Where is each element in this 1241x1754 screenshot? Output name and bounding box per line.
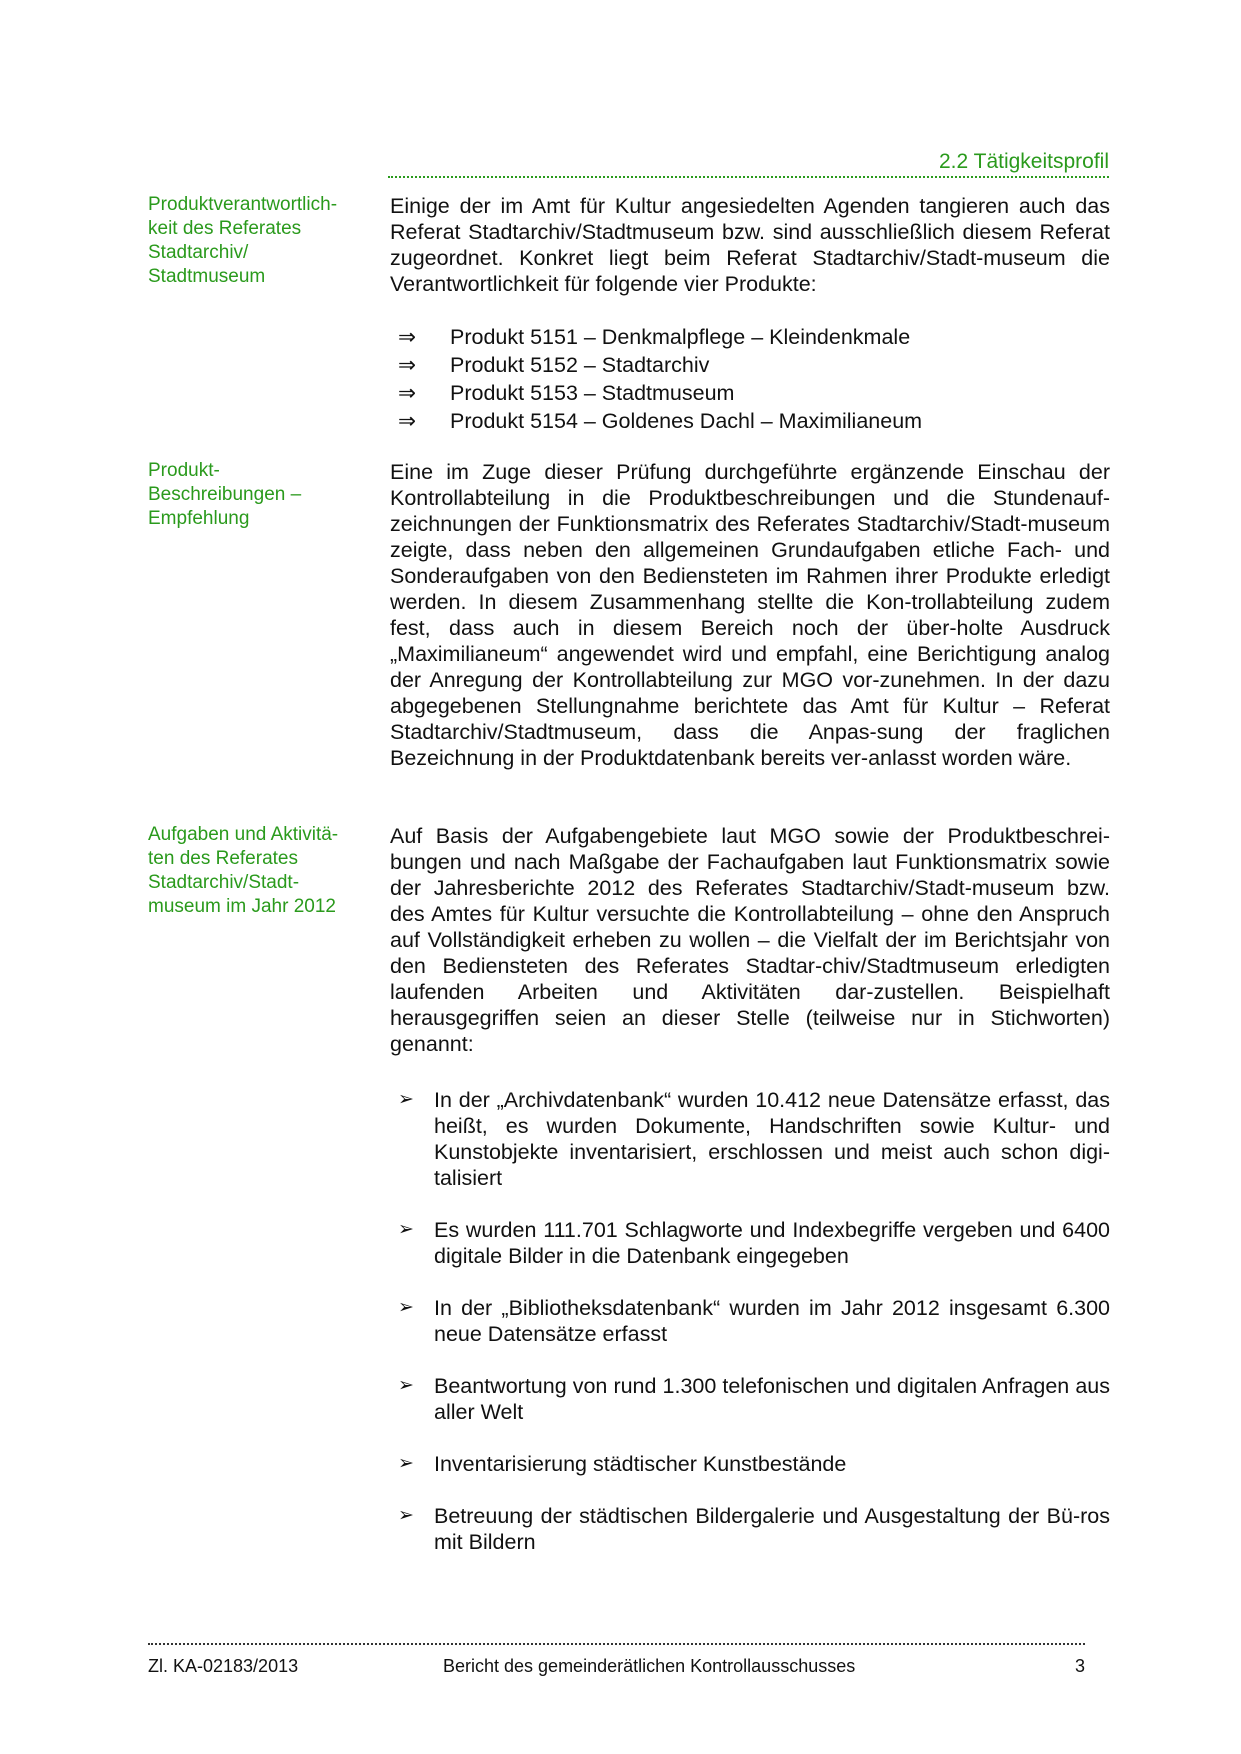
- bullet-arrow-icon: ➢: [398, 1297, 414, 1318]
- arrow-icon: ⇒: [398, 381, 417, 405]
- paragraph-product-descriptions: Eine im Zuge dieser Prüfung durchgeführte ergänzende Einschau der Kontrollabteilung in die Produktbeschreibungen und die Stundenauf-zeichnungen der Funktionsmatrix des Referates Stadtarchiv/Stadt-museum zeigte, dass neben den allgemeinen Grundaufgaben etliche Fach- und Sonderaufgaben von den Bediensteten im Rahmen ihrer Produkte erledigt werden. In diesem Zusammenhang stellte die Kon-trollabteilung zudem fest, dass auch in diesem Bereich noch der über-holte Ausdruck „Maximilianeum“ angewendet wird und empfahl, eine Berichtigung analog der Anregung der Kontrollabteilung zur MGO vor-zunehmen. In der dazu abgegebenen Stellungnahme berichtete das Amt für Kultur – Referat Stadtarchiv/Stadtmuseum, dass die Anpas-sung der fraglichen Bezeichnung in der Produktdatenbank bereits ver-anlasst worden wäre.: [390, 460, 1110, 770]
- page-number: 3: [1074, 1656, 1085, 1676]
- bullet-arrow-icon: ➢: [398, 1219, 414, 1240]
- arrow-icon: ⇒: [398, 325, 417, 349]
- bullet-arrow-icon: ➢: [398, 1375, 414, 1396]
- footer-divider: [148, 1643, 1085, 1645]
- side-heading-product-descriptions: Produkt- Beschreibungen – Empfehlung: [148, 460, 302, 529]
- product-list: [390, 323, 1110, 435]
- list-item: ⇒ Produkt 5153 – Stadtmuseum: [390, 379, 1110, 407]
- list-item: ⇒ Produkt 5151 – Denkmalpflege – Kleindenkmale: [390, 323, 1110, 351]
- footer-report-title: Bericht des gemeinderätlichen Kontrollausschusses: [443, 1656, 856, 1676]
- bullet-arrow-icon: ➢: [398, 1089, 414, 1110]
- list-item: ➢ Betreuung der städtischen Bildergalerie und Ausgestaltung der Bü-ros mit Bildern: [390, 1503, 1110, 1555]
- arrow-icon: ⇒: [398, 409, 417, 433]
- arrow-icon: ⇒: [398, 353, 417, 377]
- header-divider: [388, 176, 1109, 178]
- list-item: ➢ Beantwortung von rund 1.300 telefonischen und digitalen Anfragen aus aller Welt: [390, 1373, 1110, 1425]
- side-heading-tasks-activities: Aufgaben und Aktivitä- ten des Referates Stadtarchiv/Stadt- museum im Jahr 2012: [148, 824, 339, 917]
- list-item: ➢ In der „Bibliotheksdatenbank“ wurden im Jahr 2012 insgesamt 6.300 neue Datensätze erfasst: [390, 1295, 1110, 1347]
- bullet-arrow-icon: ➢: [398, 1505, 414, 1526]
- list-item: ⇒ Produkt 5152 – Stadtarchiv: [390, 351, 1110, 379]
- bullet-arrow-icon: ➢: [398, 1453, 414, 1474]
- list-item: ➢ In der „Archivdatenbank“ wurden 10.412 neue Datensätze erfasst, das heißt, es wurden Dokumente, Handschriften sowie Kultur- und Kunstobjekte inventarisiert, erschlossen und meist auch schon digi-talisiert: [390, 1087, 1110, 1191]
- paragraph-product-responsibility: Einige der im Amt für Kultur angesiedelten Agenden tangieren auch das Referat Stadtarchiv/Stadtmuseum bzw. sind ausschließlich diesem Referat zugeordnet. Konkret liegt beim Referat Stadtarchiv/Stadt-museum die Verantwortlichkeit für folgende vier Produkte:: [390, 194, 1110, 296]
- paragraph-tasks-activities: Auf Basis der Aufgabengebiete laut MGO sowie der Produktbeschrei-bungen und nach Maßgabe der Fachaufgaben laut Funktionsmatrix sowie der Jahresberichte 2012 des Referates Stadtarchiv/Stadt-museum bzw. des Amtes für Kultur versuchte die Kontrollabteilung – ohne den Anspruch auf Vollständigkeit erheben zu wollen – die Vielfalt der im Berichtsjahr von den Bediensteten des Referates Stadtar-chiv/Stadtmuseum erledigten laufenden Arbeiten und Aktivitäten dar-zustellen. Beispielhaft herausgegriffen seien an dieser Stelle (teilweise nur in Stichworten) genannt:: [390, 824, 1110, 1056]
- side-heading-product-responsibility: Produktverantwortlich- keit des Referates Stadtarchiv/ Stadtmuseum: [148, 194, 338, 287]
- section-title: 2.2 Tätigkeitsprofil: [938, 150, 1109, 173]
- activity-list: [390, 1087, 1110, 1581]
- list-item: ➢ Inventarisierung städtischer Kunstbestände: [390, 1451, 1110, 1477]
- list-item: ⇒ Produkt 5154 – Goldenes Dachl – Maximilianeum: [390, 407, 1110, 435]
- list-item: ➢ Es wurden 111.701 Schlagworte und Indexbegriffe vergeben und 6400 digitale Bilder in die Datenbank eingegeben: [390, 1217, 1110, 1269]
- footer-file-number: Zl. KA-02183/2013: [148, 1656, 299, 1676]
